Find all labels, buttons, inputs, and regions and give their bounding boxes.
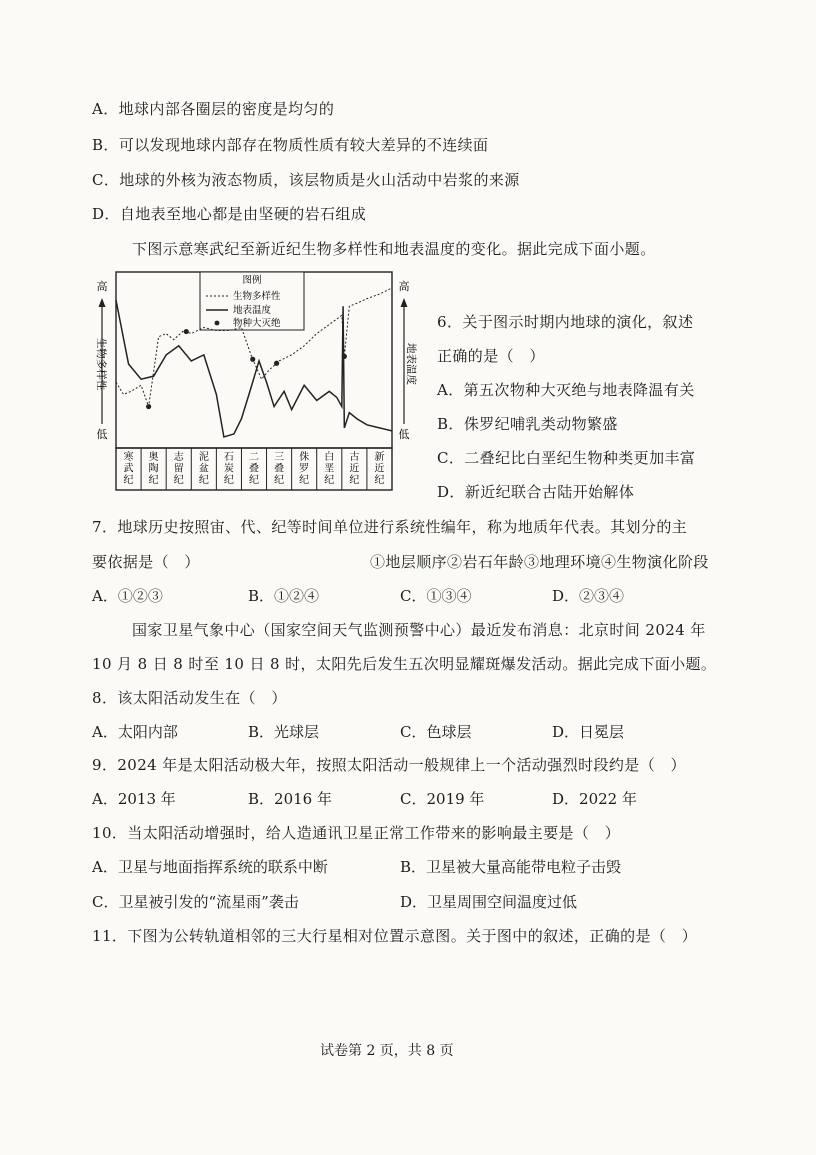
period-label: 志留纪 [173, 452, 184, 486]
q7-option-c: C．①③④ [400, 587, 472, 605]
passage-line2: 10 月 8 日 8 时至 10 日 8 时，太阳先后发生五次明显耀斑爆发活动。据此完成下面小题。 [92, 655, 717, 673]
q7-option-b: B．①②④ [248, 587, 320, 605]
q7-stem-choices: ①地层顺序②岩石年龄③地理环境④生物演化阶段 [370, 553, 709, 571]
q9-option-a: A．2013 年 [92, 790, 176, 808]
period-label: 古近纪 [349, 452, 360, 486]
q6-option-c: C．二叠纪比白垩纪生物种类更加丰富 [437, 449, 696, 467]
q5-option-b: B．可以发现地球内部存在物质性质有较大差异的不连续面 [92, 136, 489, 154]
passage-line1: 国家卫星气象中心（国家空间天气监测预警中心）最近发布消息：北京时间 2024 年 [132, 621, 706, 639]
legend-item-biodiversity: 生物多样性 [233, 291, 281, 302]
q5-option-d: D．自地表至地心都是由坚硬的岩石组成 [92, 205, 367, 223]
right-axis-label: 地表温度 [405, 343, 417, 385]
extinction-marker [342, 354, 347, 359]
period-labels [124, 450, 385, 486]
period-label: 三叠纪 [274, 452, 285, 486]
period-label: 二叠纪 [249, 452, 259, 486]
q6-option-a: A．第五次物种大灭绝与地表降温有关 [437, 381, 695, 399]
period-label: 泥盆纪 [198, 452, 209, 486]
q6-stem-line2: 正确的是（ ） [437, 347, 545, 365]
q6-option-b: B．侏罗纪哺乳类动物繁盛 [437, 415, 618, 433]
legend-title: 图例 [242, 275, 262, 286]
legend-item-extinction: 物种大灭绝 [233, 318, 281, 329]
q9-option-c: C．2019 年 [400, 790, 485, 808]
q10-option-c: C．卫星被引发的“流星雨”袭击 [92, 893, 299, 911]
figure-svg [92, 268, 417, 496]
q7-stem-line1: 7．地球历史按照宙、代、纪等时间单位进行系统性编年，称为地质年代表。其划分的主 [92, 518, 688, 536]
q8-option-b: B．光球层 [248, 723, 320, 741]
figure-intro: 下图示意寒武纪至新近纪生物多样性和地表温度的变化。据此完成下面小题。 [132, 240, 656, 258]
q11-stem: 11．下图为公转轨道相邻的三大行星相对位置示意图。关于图中的叙述，正确的是（ ） [92, 927, 698, 945]
q8-option-d: D．日冕层 [552, 723, 625, 741]
right-high-label: 高 [398, 280, 410, 293]
q7-option-a: A．①②③ [92, 587, 163, 605]
left-low-label: 低 [96, 428, 108, 441]
q6-stem-line1: 6．关于图示时期内地球的演化，叙述 [437, 313, 694, 331]
q7-stem-line2: 要依据是（ ） [92, 553, 200, 571]
extinction-marker [274, 361, 279, 366]
q9-option-d: D．2022 年 [552, 790, 637, 808]
period-label: 新近纪 [374, 452, 385, 486]
legend-dot-icon [215, 321, 220, 326]
biodiversity-temperature-figure [92, 268, 417, 496]
q8-stem: 8．该太阳活动发生在（ ） [92, 689, 287, 707]
q9-stem: 9．2024 年是太阳活动极大年，按照太阳活动一般规律上一个活动强烈时段约是（ ） [92, 756, 686, 774]
period-label: 石炭纪 [223, 452, 234, 486]
period-label: 奥陶纪 [148, 452, 159, 486]
q5-option-c: C．地球的外核为液态物质，该层物质是火山活动中岩浆的来源 [92, 171, 520, 189]
period-label: 白垩纪 [324, 452, 335, 486]
left-high-label: 高 [96, 280, 108, 293]
extinction-marker [184, 329, 189, 334]
extinction-marker [250, 357, 255, 362]
q6-option-d: D．新近纪联合古陆开始解体 [437, 483, 635, 501]
q10-option-d: D．卫星周围空间温度过低 [400, 893, 578, 911]
q10-option-a: A．卫星与地面指挥系统的联系中断 [92, 858, 328, 876]
period-label: 侏罗纪 [299, 452, 310, 486]
q7-option-d: D．②③④ [552, 587, 625, 605]
page-footer: 试卷第 2 页，共 8 页 [320, 1043, 454, 1059]
q5-option-a: A．地球内部各圈层的密度是均匀的 [92, 100, 335, 118]
q10-option-b: B．卫星被大量高能带电粒子击毁 [400, 858, 622, 876]
period-label: 寒武纪 [123, 452, 134, 486]
extinction-marker [146, 404, 151, 409]
legend-item-temperature: 地表温度 [233, 305, 272, 316]
q8-option-c: C．色球层 [400, 723, 472, 741]
q10-stem: 10．当太阳活动增强时，给人造通讯卫星正常工作带来的影响最主要是（ ） [92, 824, 621, 842]
right-axis-arrowhead [401, 298, 408, 307]
q8-option-a: A．太阳内部 [92, 723, 178, 741]
q9-option-b: B．2016 年 [248, 790, 332, 808]
left-axis-arrowhead [99, 298, 106, 307]
right-low-label: 低 [398, 428, 410, 441]
left-axis-label: 生物多样性 [95, 337, 107, 391]
